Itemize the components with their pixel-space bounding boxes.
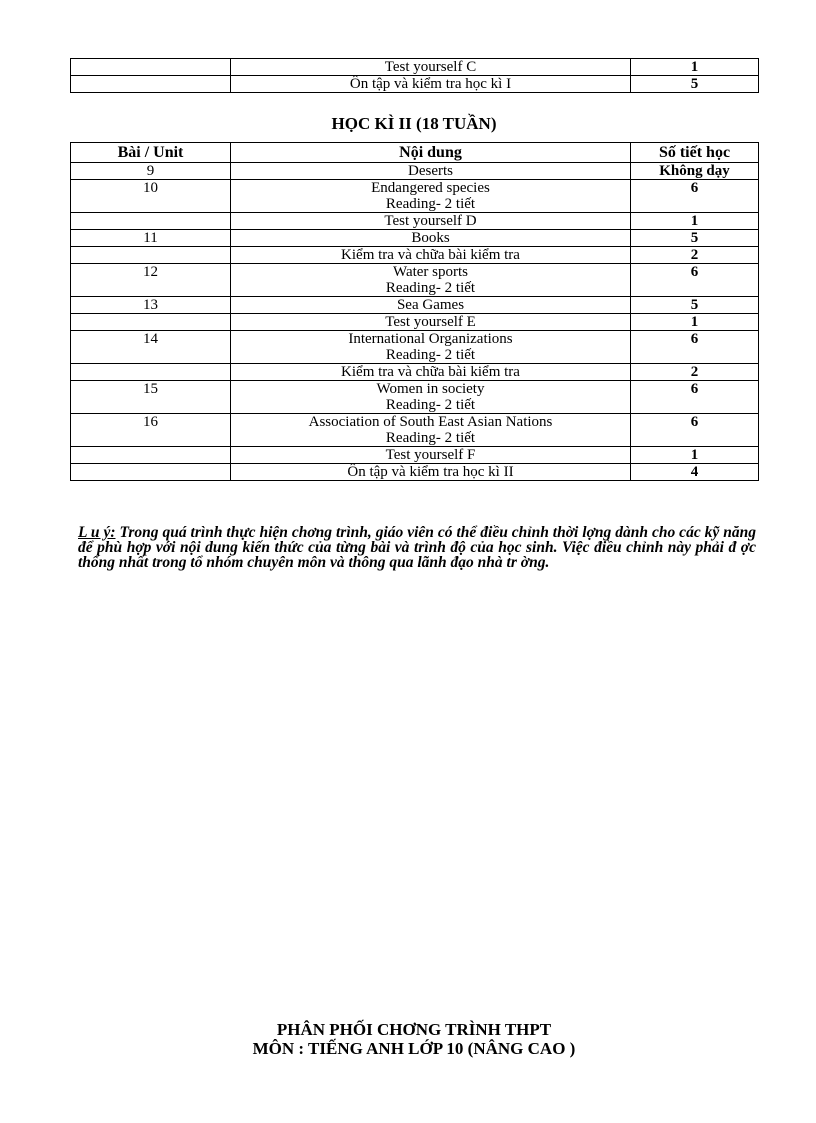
cell-content [231, 414, 631, 447]
note-paragraph [78, 525, 756, 570]
cell-content [231, 314, 631, 331]
footer-heading [70, 1020, 758, 1058]
table-row [71, 230, 759, 247]
table-row [71, 314, 759, 331]
cell-unit: 12 [71, 264, 231, 297]
semester2-table [70, 142, 759, 481]
content-line: Reading- 2 tiết [385, 280, 476, 296]
cell-content [231, 230, 631, 247]
cell-periods: 5 [631, 76, 759, 93]
semester2-table-body [71, 163, 759, 481]
cell-content [231, 213, 631, 230]
table-header-row [71, 143, 759, 163]
table-row [71, 464, 759, 481]
cell-periods: 1 [631, 314, 759, 331]
semester2-title: HỌC KÌ II (18 TUẦN) [331, 114, 497, 133]
table-row [71, 213, 759, 230]
cell-periods: 4 [631, 464, 759, 481]
cell-periods: 6 [631, 264, 759, 297]
cell-unit: 14 [71, 331, 231, 364]
cell-unit: 9 [71, 163, 231, 180]
header-content: Nội dung [231, 143, 631, 163]
cell-periods: 6 [631, 414, 759, 447]
cell-content [231, 247, 631, 264]
cell-periods: 1 [631, 213, 759, 230]
cell-content [231, 331, 631, 364]
footer-line-1: PHÂN PHỐI CHƠNG TRÌNH THPT [276, 1020, 552, 1039]
content-line: Test yourself E [385, 314, 476, 330]
cell-unit [71, 247, 231, 264]
content-line: International Organizations [348, 331, 513, 347]
content-line: Reading- 2 tiết [385, 196, 476, 212]
top-table-body [71, 59, 759, 93]
cell-content [231, 264, 631, 297]
cell-periods: 5 [631, 297, 759, 314]
content-line: Books [411, 230, 450, 246]
table-row [71, 297, 759, 314]
cell-periods: 5 [631, 230, 759, 247]
table-row [71, 59, 759, 76]
content-line: Reading- 2 tiết [385, 430, 476, 446]
content-line: Ôn tập và kiểm tra học kì II [347, 464, 514, 480]
content-line: Ôn tập và kiểm tra học kì I [349, 76, 512, 92]
note-label: L u ý: [78, 524, 116, 541]
table-row [71, 381, 759, 414]
content-line: Water sports [392, 264, 469, 280]
table-row [71, 76, 759, 93]
cell-unit: 13 [71, 297, 231, 314]
cell-content [231, 381, 631, 414]
cell-periods: 2 [631, 247, 759, 264]
content-line: Kiểm tra và chữa bài kiểm tra [341, 247, 520, 263]
table-row [71, 247, 759, 264]
cell-unit [71, 59, 231, 76]
cell-periods: 6 [631, 381, 759, 414]
cell-periods: 1 [631, 447, 759, 464]
cell-unit: 15 [71, 381, 231, 414]
cell-periods: 1 [631, 59, 759, 76]
content-line: Kiểm tra và chữa bài kiểm tra [341, 364, 520, 380]
cell-unit [71, 314, 231, 331]
header-unit: Bài / Unit [71, 143, 231, 163]
content-line: Test yourself C [384, 59, 477, 75]
cell-content [231, 163, 631, 180]
table-row [71, 447, 759, 464]
content-line: Test yourself D [384, 213, 477, 229]
cell-unit: 16 [71, 414, 231, 447]
cell-content [231, 76, 631, 93]
header-periods: Số tiết học [631, 143, 759, 163]
content-line: Women in society [376, 381, 485, 397]
cell-content [231, 59, 631, 76]
note-text: Trong quá trình thực hiện chơng trình, giáo viên có thể điều chỉnh thời lợng dành cho các kỹ năng để phù hợp với nội dung kiến thức của từng bài và trình độ của học sinh. Việc điều chỉnh này phải đ ợc thống nhất trong tổ nhóm chuyên môn và thông qua lãnh đạo nhà tr ờng. [78, 524, 756, 571]
cell-content [231, 447, 631, 464]
table-row [71, 163, 759, 180]
cell-unit: 10 [71, 180, 231, 213]
content-line: Test yourself F [385, 447, 476, 463]
cell-periods: 2 [631, 364, 759, 381]
cell-content [231, 364, 631, 381]
cell-unit [71, 464, 231, 481]
footer-line-2: MÔN : TIẾNG ANH LỚP 10 (NÂNG CAO ) [252, 1039, 576, 1058]
content-line: Association of South East Asian Nations [308, 414, 553, 430]
content-line: Reading- 2 tiết [385, 397, 476, 413]
table-row [71, 180, 759, 213]
content-line: Reading- 2 tiết [385, 347, 476, 363]
semester1-tail-table [70, 58, 759, 93]
cell-content [231, 180, 631, 213]
cell-periods: 6 [631, 331, 759, 364]
cell-unit [71, 76, 231, 93]
cell-unit [71, 364, 231, 381]
cell-unit [71, 447, 231, 464]
table-row [71, 364, 759, 381]
cell-content [231, 297, 631, 314]
cell-content [231, 464, 631, 481]
table-row [71, 264, 759, 297]
cell-unit: 11 [71, 230, 231, 247]
table-row [71, 414, 759, 447]
content-line: Deserts [408, 163, 453, 179]
content-line: Sea Games [396, 297, 465, 313]
cell-periods: Không dạy [631, 163, 759, 180]
content-line: Endangered species [371, 180, 490, 196]
cell-unit [71, 213, 231, 230]
table-row [71, 331, 759, 364]
cell-periods: 6 [631, 180, 759, 213]
